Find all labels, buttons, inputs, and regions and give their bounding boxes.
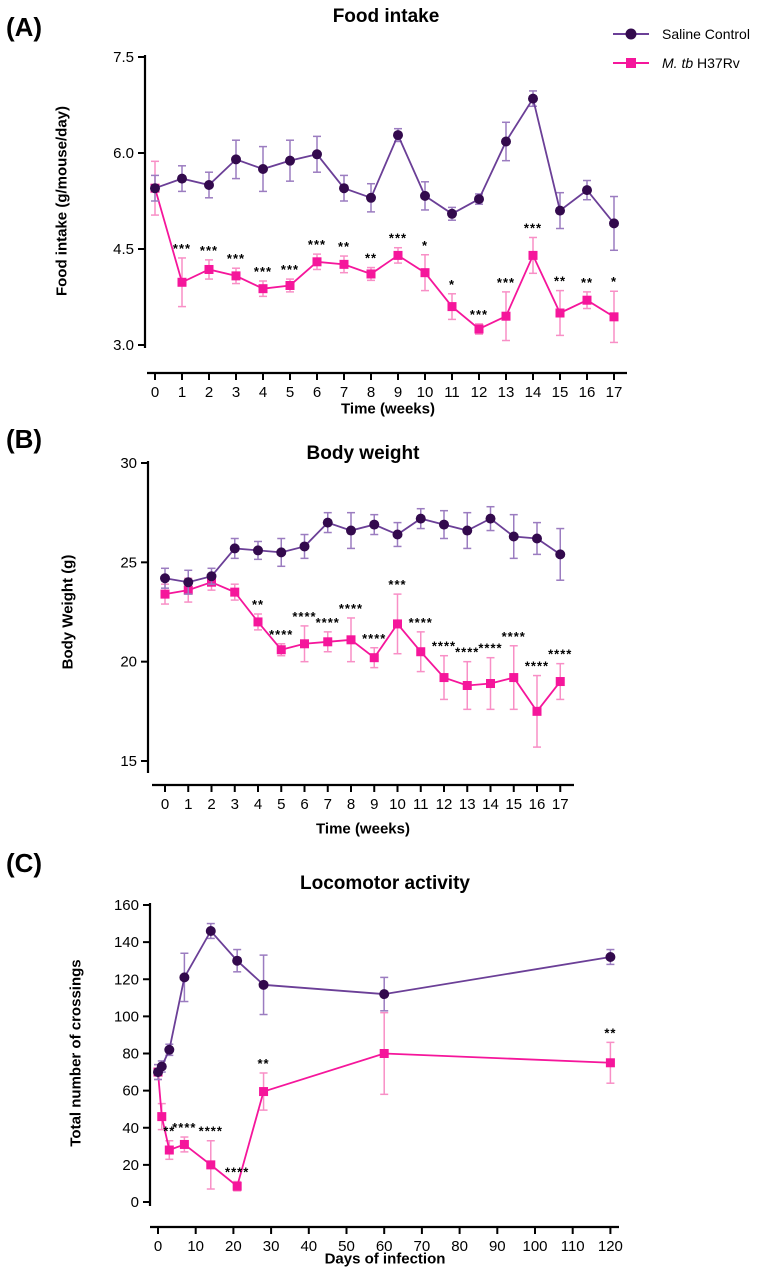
svg-text:0: 0	[130, 1194, 139, 1211]
svg-text:**: **	[364, 250, 378, 266]
svg-text:20: 20	[225, 1238, 242, 1255]
svg-text:****: ****	[338, 600, 364, 616]
svg-text:20: 20	[122, 1156, 139, 1174]
svg-text:70: 70	[413, 1238, 431, 1255]
svg-text:***: ***	[469, 306, 489, 322]
panel-a-ylabel: Food intake (g/mouse/day)	[53, 105, 71, 297]
mtb-h37rv-marker-icon	[612, 55, 650, 71]
legend-label-mtb: M. tb H37Rv	[662, 55, 740, 71]
svg-text:20: 20	[120, 653, 137, 671]
svg-text:6: 6	[312, 384, 322, 401]
svg-text:*: *	[421, 237, 429, 253]
svg-text:7.5: 7.5	[113, 49, 134, 66]
panel-c-xlabel: Days of infection	[324, 1250, 446, 1268]
svg-text:110: 110	[560, 1238, 585, 1255]
svg-text:3: 3	[231, 384, 241, 401]
svg-text:***: ***	[253, 264, 273, 279]
svg-text:****: ****	[172, 1120, 197, 1136]
legend-label-saline: Saline Control	[662, 26, 750, 42]
svg-text:****: ****	[524, 658, 550, 674]
svg-text:10: 10	[416, 384, 434, 401]
svg-text:11: 11	[412, 796, 429, 813]
svg-text:***: ***	[172, 240, 192, 256]
svg-text:**: **	[163, 1123, 176, 1139]
svg-text:3.0: 3.0	[113, 337, 134, 354]
svg-text:120: 120	[597, 1238, 623, 1255]
svg-text:160: 160	[113, 897, 139, 914]
svg-text:90: 90	[488, 1238, 506, 1255]
svg-text:4: 4	[253, 796, 263, 813]
panel-c-ylabel: Total number of crossings	[67, 959, 85, 1147]
svg-text:****: ****	[455, 644, 480, 660]
svg-text:10: 10	[187, 1238, 205, 1255]
svg-text:16: 16	[578, 384, 596, 401]
svg-text:***: ***	[388, 230, 408, 246]
panel-b-ylabel: Body Weight (g)	[59, 554, 77, 670]
svg-text:***: ***	[199, 242, 219, 258]
svg-text:0: 0	[153, 1238, 163, 1255]
svg-text:1: 1	[184, 796, 193, 813]
svg-text:13: 13	[497, 384, 515, 401]
svg-text:50: 50	[338, 1238, 355, 1255]
svg-text:0: 0	[160, 796, 170, 813]
svg-text:****: ****	[315, 614, 340, 630]
svg-text:*: *	[610, 274, 618, 290]
panel-a-letter: (A)	[6, 12, 43, 42]
svg-text:17: 17	[605, 384, 623, 401]
svg-text:7: 7	[339, 384, 349, 401]
saline-control-marker-icon	[612, 26, 650, 42]
panel-a-title: Food intake	[332, 6, 440, 27]
svg-text:****: ****	[225, 1164, 250, 1180]
svg-text:***: ***	[388, 577, 407, 593]
svg-text:2: 2	[204, 384, 214, 401]
panel-c-title: Locomotor activity	[300, 873, 470, 894]
svg-text:60: 60	[122, 1082, 139, 1100]
svg-text:****: ****	[431, 638, 457, 654]
svg-text:14: 14	[482, 796, 499, 813]
svg-text:1: 1	[177, 384, 187, 401]
svg-text:****: ****	[548, 646, 573, 662]
svg-text:8: 8	[366, 384, 376, 401]
svg-text:100: 100	[522, 1238, 548, 1255]
svg-text:7: 7	[323, 796, 332, 813]
svg-text:4: 4	[258, 384, 268, 401]
panel-b-letter: (B)	[6, 424, 43, 454]
svg-text:****: ****	[198, 1123, 223, 1139]
svg-text:140: 140	[113, 934, 139, 952]
legend-item-saline-control	[612, 26, 750, 42]
svg-text:8: 8	[346, 796, 356, 813]
svg-text:4.5: 4.5	[113, 241, 134, 258]
svg-text:***: ***	[496, 274, 516, 290]
svg-text:17: 17	[551, 796, 569, 813]
svg-text:**: **	[337, 239, 351, 255]
svg-text:15: 15	[120, 753, 137, 770]
svg-text:6: 6	[300, 796, 309, 813]
svg-text:****: ****	[269, 626, 294, 642]
svg-text:15: 15	[505, 796, 523, 813]
svg-text:100: 100	[113, 1008, 139, 1026]
svg-text:12: 12	[435, 796, 453, 813]
svg-text:10: 10	[389, 796, 406, 813]
svg-text:***: ***	[226, 251, 246, 267]
svg-text:***: ***	[307, 237, 327, 253]
svg-text:120: 120	[113, 971, 139, 989]
svg-text:80: 80	[451, 1238, 468, 1255]
svg-text:30: 30	[262, 1238, 280, 1255]
svg-text:2: 2	[207, 796, 216, 813]
svg-text:**: **	[604, 1025, 617, 1041]
svg-text:**: **	[580, 274, 594, 290]
svg-text:**: **	[553, 273, 567, 289]
svg-text:*: *	[448, 276, 456, 292]
svg-text:40: 40	[122, 1119, 139, 1137]
svg-text:0: 0	[150, 384, 160, 401]
svg-text:***: ***	[280, 262, 300, 278]
legend-item-mtb-h37rv	[612, 55, 750, 71]
svg-text:****: ****	[292, 608, 317, 624]
svg-text:5: 5	[285, 384, 295, 401]
svg-text:12: 12	[470, 384, 488, 401]
svg-text:80: 80	[122, 1045, 139, 1063]
panel-b-title: Body weight	[306, 443, 420, 464]
svg-text:9: 9	[393, 384, 403, 401]
svg-text:**: **	[251, 596, 265, 612]
svg-text:60: 60	[375, 1238, 393, 1255]
svg-text:16: 16	[528, 796, 546, 813]
svg-text:11: 11	[444, 384, 460, 401]
svg-text:3: 3	[230, 796, 239, 813]
svg-text:13: 13	[458, 796, 476, 813]
svg-text:30: 30	[120, 455, 137, 472]
svg-text:14: 14	[524, 384, 542, 401]
svg-text:****: ****	[501, 628, 526, 644]
svg-text:15: 15	[551, 384, 569, 401]
svg-text:**: **	[257, 1055, 270, 1071]
panel-b-xlabel: Time (weeks)	[316, 820, 410, 838]
svg-text:5: 5	[277, 796, 286, 813]
svg-text:****: ****	[478, 640, 503, 656]
svg-text:***: ***	[523, 220, 543, 236]
legend	[612, 26, 750, 84]
svg-text:****: ****	[408, 614, 433, 630]
svg-text:40: 40	[300, 1238, 318, 1255]
panel-c-letter: (C)	[6, 848, 43, 878]
svg-text:****: ****	[362, 630, 387, 646]
svg-text:6.0: 6.0	[113, 145, 134, 162]
svg-text:9: 9	[370, 796, 379, 813]
panel-a-xlabel: Time (weeks)	[341, 400, 435, 418]
svg-text:25: 25	[120, 554, 137, 572]
